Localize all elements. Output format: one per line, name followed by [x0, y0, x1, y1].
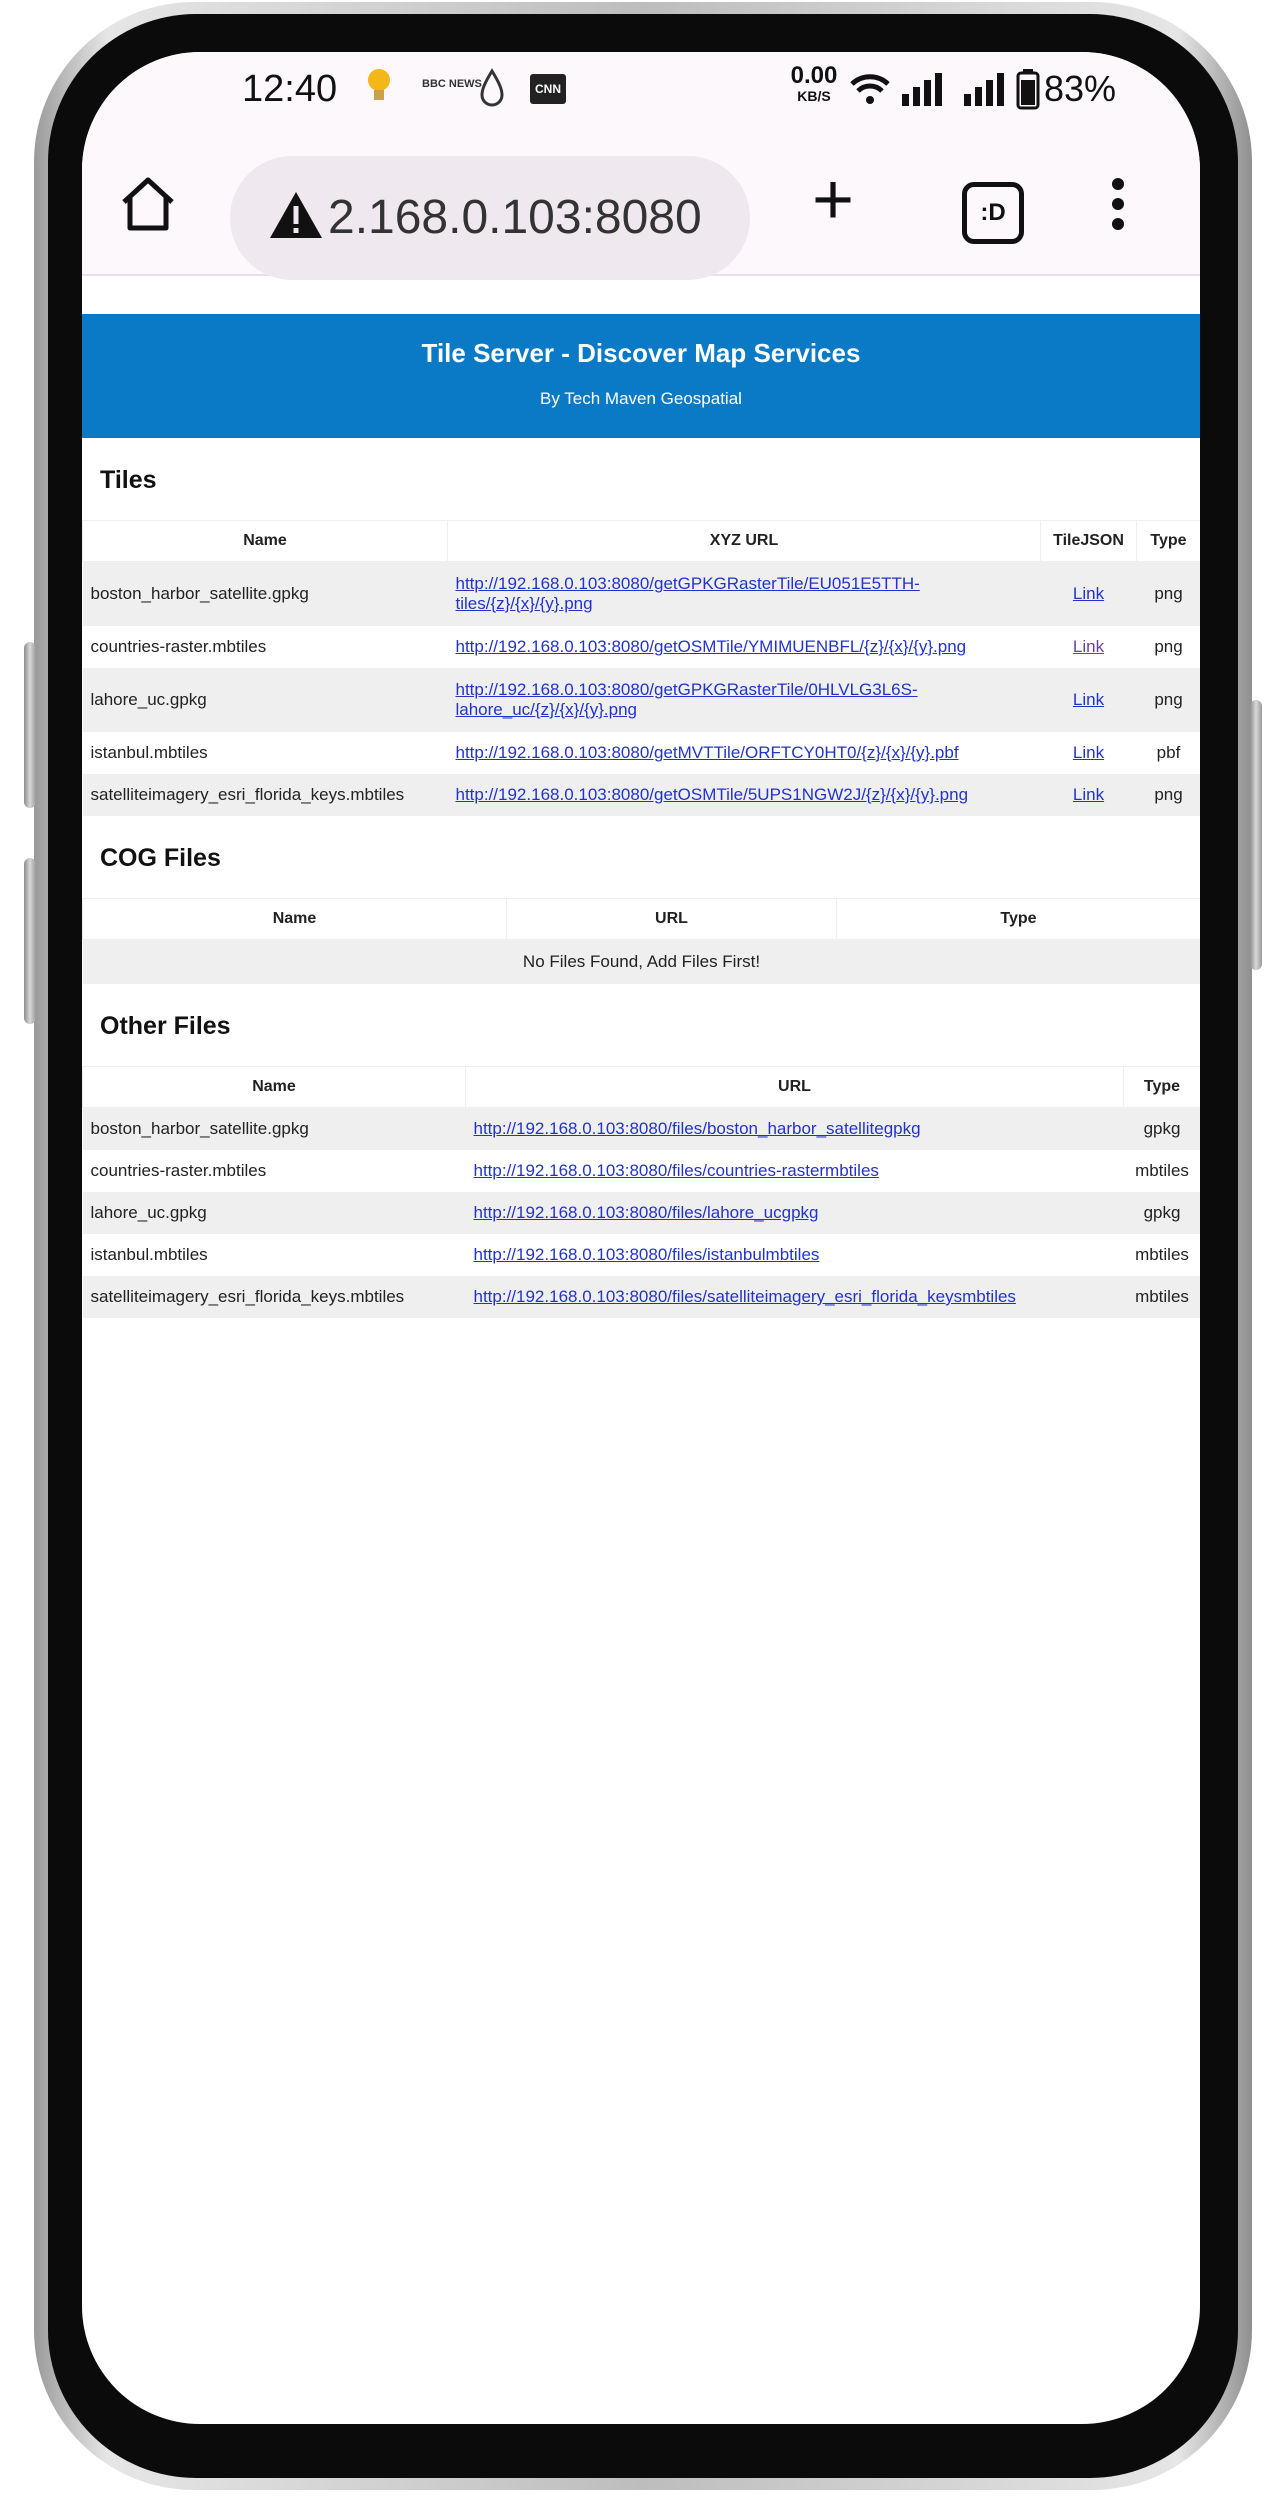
- home-icon[interactable]: [118, 174, 178, 237]
- file-url-cell: [466, 1276, 1124, 1318]
- col-header-url: URL: [466, 1067, 1124, 1108]
- other-files-table: [82, 1066, 1200, 1318]
- page-title: Tile Server - Discover Map Services: [421, 338, 861, 368]
- status-bar: [82, 52, 1200, 132]
- tab-switcher-button[interactable]: :D: [962, 182, 1024, 244]
- cog-header-row: [83, 899, 1201, 940]
- tilejson-link[interactable]: Link: [1072, 690, 1105, 709]
- file-type: gpkg: [1124, 1108, 1201, 1151]
- cog-table: [82, 898, 1200, 984]
- col-header-xyz-url: XYZ URL: [448, 521, 1041, 562]
- battery-icon: [1016, 68, 1040, 117]
- col-header-type: Type: [1124, 1067, 1201, 1108]
- tile-url-cell: [448, 626, 1041, 668]
- tile-type: png: [1137, 774, 1201, 816]
- other-header-row: [83, 1067, 1201, 1108]
- url-line: http://192.168.0.103:8080/getGPKGRasterTile/EU051E5TTH-: [455, 574, 920, 593]
- empty-state-message: No Files Found, Add Files First!: [83, 940, 1201, 985]
- col-header-tilejson: TileJSON: [1041, 521, 1137, 562]
- page-header: [82, 314, 1200, 438]
- more-menu-icon[interactable]: [1112, 178, 1124, 238]
- url-line: tiles/{z}/{x}/{y}.png: [455, 594, 593, 613]
- file-url-link[interactable]: http://192.168.0.103:8080/files/countries-rastermbtiles: [473, 1161, 879, 1180]
- col-header-name: Name: [83, 1067, 466, 1108]
- tilejson-cell: [1041, 732, 1137, 774]
- net-speed-value: 0.00: [790, 62, 838, 89]
- web-page: [82, 314, 1200, 1318]
- table-row: [83, 562, 1201, 627]
- file-name: countries-raster.mbtiles: [90, 1161, 267, 1180]
- file-url-cell: [466, 1192, 1124, 1234]
- col-header-url: URL: [507, 899, 837, 940]
- net-speed-unit: KB/S: [797, 88, 831, 104]
- tilejson-link[interactable]: Link: [1072, 637, 1105, 656]
- tilejson-cell: [1041, 626, 1137, 668]
- phone-volume-up-button: [24, 642, 36, 808]
- browser-toolbar: [82, 132, 1200, 276]
- file-type: mbtiles: [1124, 1276, 1201, 1318]
- tilejson-link[interactable]: Link: [1072, 785, 1105, 804]
- tile-xyz-url-link[interactable]: http://192.168.0.103:8080/getOSMTile/5UPS1NGW2J/{z}/{x}/{y}.png: [455, 785, 969, 804]
- tilejson-link[interactable]: Link: [1072, 743, 1105, 762]
- url-line: lahore_uc/{z}/{x}/{y}.png: [455, 700, 637, 719]
- table-row: [83, 732, 1201, 774]
- tiles-table: [82, 520, 1200, 816]
- net-speed-indicator: [784, 62, 844, 106]
- file-name: satelliteimagery_esri_florida_keys.mbtiles: [83, 1276, 466, 1318]
- tiles-header-row: [83, 521, 1201, 562]
- drop-icon: [478, 68, 506, 115]
- cog-heading: COG Files: [100, 844, 221, 872]
- tile-url-cell: [448, 668, 1041, 732]
- other-files-heading: Other Files: [100, 1012, 231, 1040]
- cnn-icon: CNN: [530, 74, 566, 104]
- table-row: [83, 1108, 1201, 1151]
- bulb-icon: [364, 66, 394, 113]
- signal-icon-1: [900, 70, 946, 115]
- table-row: [83, 626, 1201, 668]
- file-type: gpkg: [1124, 1192, 1201, 1234]
- col-header-name: Name: [83, 521, 448, 562]
- tile-name: istanbul.mbtiles: [90, 743, 208, 762]
- file-name: istanbul.mbtiles: [90, 1245, 208, 1264]
- address-bar[interactable]: [230, 156, 750, 280]
- tile-xyz-url-link[interactable]: [456, 680, 918, 719]
- table-row: [83, 668, 1201, 732]
- file-url-link[interactable]: http://192.168.0.103:8080/files/lahore_ucgpkg: [473, 1203, 819, 1222]
- tile-type: png: [1137, 562, 1201, 627]
- file-url-cell: [466, 1150, 1124, 1192]
- tile-xyz-url-link[interactable]: [456, 574, 920, 613]
- file-url-link[interactable]: http://192.168.0.103:8080/files/istanbulmbtiles: [473, 1245, 820, 1264]
- tile-name: boston_harbor_satellite.gpkg: [83, 562, 448, 627]
- signal-icon-2: [962, 70, 1008, 115]
- tilejson-cell: [1041, 774, 1137, 816]
- tile-name: satelliteimagery_esri_florida_keys.mbtiles: [83, 774, 448, 816]
- battery-percent: 83%: [1044, 68, 1117, 109]
- tile-url-cell: [448, 774, 1041, 816]
- file-type: mbtiles: [1135, 1245, 1189, 1264]
- tile-name: lahore_uc.gpkg: [83, 668, 448, 732]
- tilejson-link[interactable]: Link: [1072, 584, 1105, 603]
- status-time: 12:40: [242, 68, 338, 110]
- url-text[interactable]: 2.168.0.103:8080: [328, 191, 702, 244]
- file-url-cell: [466, 1108, 1124, 1151]
- news-app-icon: BBC NEWS: [422, 78, 482, 90]
- table-row: [83, 1192, 1201, 1234]
- tile-type: pbf: [1156, 743, 1181, 762]
- tilejson-cell: [1041, 668, 1137, 732]
- tiles-heading: Tiles: [100, 466, 157, 494]
- tile-url-cell: [448, 562, 1041, 627]
- file-url-cell: [466, 1234, 1124, 1276]
- table-row: [83, 940, 1201, 985]
- col-header-type: Type: [1137, 521, 1201, 562]
- file-url-link[interactable]: http://192.168.0.103:8080/files/satelliteimagery_esri_florida_keysmbtiles: [473, 1287, 1016, 1306]
- url-line: http://192.168.0.103:8080/getGPKGRasterTile/0HLVLG3L6S-: [455, 680, 918, 699]
- tile-name: countries-raster.mbtiles: [90, 637, 267, 656]
- tile-type: png: [1137, 668, 1201, 732]
- tile-xyz-url-link[interactable]: http://192.168.0.103:8080/getMVTTile/ORFTCY0HT0/{z}/{x}/{y}.pbf: [455, 743, 959, 762]
- table-row: [83, 1150, 1201, 1192]
- phone-power-button: [1250, 700, 1262, 970]
- tile-xyz-url-link[interactable]: http://192.168.0.103:8080/getOSMTile/YMIMUENBFL/{z}/{x}/{y}.png: [455, 637, 967, 656]
- new-tab-icon[interactable]: +: [812, 160, 855, 240]
- wifi-icon: [848, 70, 892, 115]
- warning-icon[interactable]: [268, 190, 324, 245]
- col-header-type: Type: [837, 899, 1201, 940]
- col-header-name: Name: [83, 899, 507, 940]
- page-subtitle: By Tech Maven Geospatial: [540, 389, 742, 408]
- file-type: mbtiles: [1135, 1161, 1189, 1180]
- table-row: [83, 1234, 1201, 1276]
- tilejson-cell: [1041, 562, 1137, 627]
- file-name: boston_harbor_satellite.gpkg: [83, 1108, 466, 1151]
- table-row: [83, 774, 1201, 816]
- tile-type: png: [1154, 637, 1183, 656]
- phone-volume-down-button: [24, 858, 36, 1024]
- phone-screen: [82, 52, 1200, 2424]
- table-row: [83, 1276, 1201, 1318]
- file-name: lahore_uc.gpkg: [83, 1192, 466, 1234]
- tile-url-cell: [448, 732, 1041, 774]
- file-url-link[interactable]: http://192.168.0.103:8080/files/boston_harbor_satellitegpkg: [473, 1119, 921, 1138]
